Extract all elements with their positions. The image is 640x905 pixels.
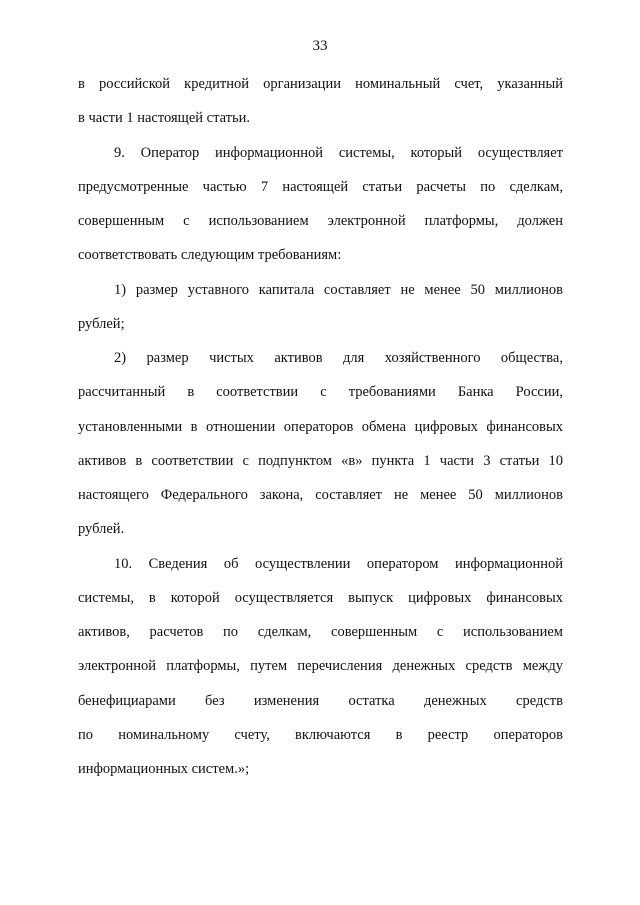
text-line: в части 1 настоящей статьи. [78, 110, 250, 127]
text-line: бенефициарами без изменения остатка денежных средств [78, 692, 563, 709]
text-line: активов в соответствии с подпунктом «в» пункта 1 части 3 статьи 10 [78, 452, 563, 469]
text-line: совершенным с использованием электронной платформы, должен [78, 213, 563, 229]
document-body [78, 72, 563, 791]
page-number: 33 [312, 38, 328, 54]
text-line: в российской кредитной организации номинальный счет, указанный [78, 76, 563, 92]
text-line: установленными в отношении операторов обмена цифровых финансовых [78, 418, 563, 435]
text-line: рублей; [78, 315, 125, 332]
text-line: системы, в которой осуществляется выпуск цифровых финансовых [78, 589, 563, 606]
item-2-first-line: 2) размер чистых активов для хозяйственного общества, [114, 350, 563, 366]
text-line: активов, расчетов по сделкам, совершенным с использованием [78, 624, 563, 640]
item-1-first-line: 1) размер уставного капитала составляет не менее 50 миллионов [114, 281, 563, 298]
text-line: по номинальному счету, включаются в реестр операторов [78, 726, 563, 743]
text-line: рублей. [78, 521, 125, 538]
text-line: соответствовать следующим требованиям: [78, 247, 342, 264]
paragraph-9-first-line: 9. Оператор информационной системы, который осуществляет [114, 144, 563, 161]
text-line: предусмотренные частью 7 настоящей статьи расчеты по сделкам, [78, 178, 563, 195]
text-line: электронной платформы, путем перечисления денежных средств между [78, 658, 563, 675]
paragraph-10-first-line: 10. Сведения об осуществлении оператором информационной [114, 555, 563, 572]
text-line: настоящего Федерального закона, составляет не менее 50 миллионов [78, 487, 563, 503]
text-line: рассчитанный в соответствии с требованиями Банка России, [78, 384, 563, 401]
text-line: информационных систем.»; [78, 761, 250, 777]
